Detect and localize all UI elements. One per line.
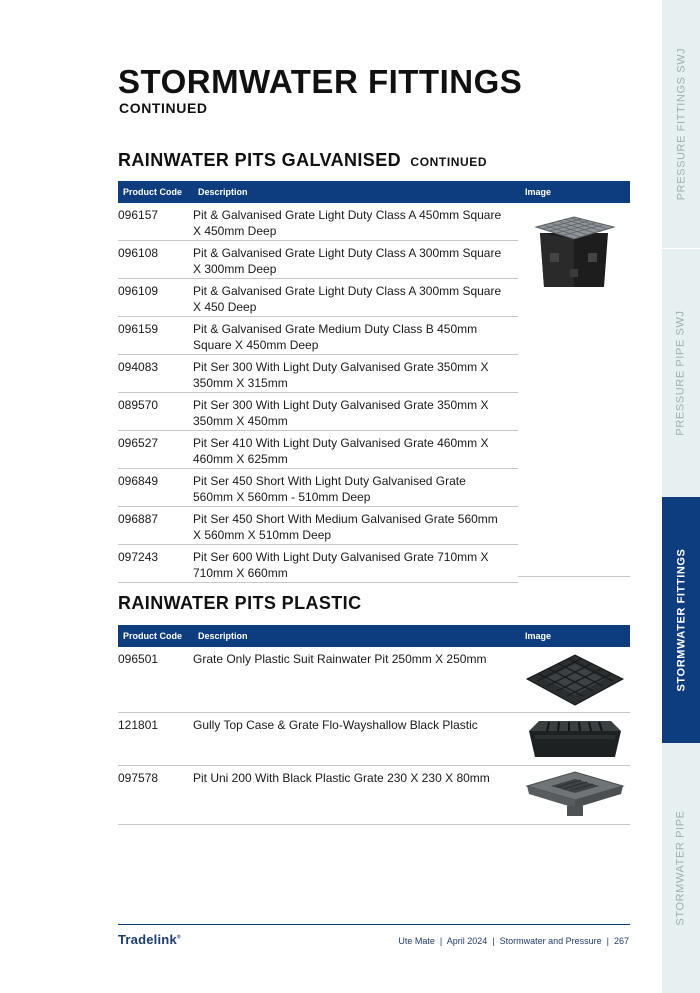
product-code: 096159 [118,322,159,336]
table-galvanised [118,181,630,583]
product-code: 096887 [118,512,159,526]
product-code: 096501 [118,652,159,666]
product-description: Pit Ser 450 Short With Light Duty Galvanised Grate 560mm X 560mm - 510mm Deep [193,474,466,504]
product-code: 094083 [118,360,159,374]
table-row [118,469,518,507]
logo-text: Tradelink [118,932,177,947]
gully-top-image [523,717,627,761]
product-code: 096849 [118,474,159,488]
side-tab-stormwater-fittings[interactable] [662,497,700,743]
product-code: 096527 [118,436,159,450]
section-title-text: RAINWATER PITS GALVANISED [118,150,402,170]
section-title-plastic [118,593,361,614]
table-row [118,317,518,355]
product-description: Pit Ser 300 With Light Duty Galvanised Grate 350mm X 350mm X 315mm [193,360,489,390]
product-description: Pit Ser 600 With Light Duty Galvanised Grate 710mm X 710mm X 660mm [193,550,489,580]
side-tab-label: STORMWATER PIPE [675,810,688,926]
column-header-description: Description [198,187,248,197]
side-tab-label: PRESSURE PIPE SWJ [675,310,687,436]
column-header-description: Description [198,631,248,641]
pit-uni-image [523,770,627,818]
page-title: STORMWATER FITTINGS [118,63,523,100]
table-row [118,766,630,825]
product-code: 096108 [118,246,159,260]
tradelink-logo: Tradelink® [118,932,181,947]
product-code: 097243 [118,550,159,564]
product-description: Pit & Galvanised Grate Light Duty Class A 450mm Square X 450mm Deep [193,208,502,238]
table-row [118,279,518,317]
side-tab-pressure-pipe-swj[interactable] [662,249,700,497]
product-description: Gully Top Case & Grate Flo-Wayshallow Black Plastic [193,718,478,732]
side-tab-bar [662,0,700,993]
column-header-product-code: Product Code [123,187,183,197]
column-header-image: Image [525,631,552,641]
side-tab-stormwater-pipe[interactable] [662,743,700,993]
table-header [118,625,630,647]
product-description: Pit & Galvanised Grate Light Duty Class A 300mm Square X 450 Deep [193,284,502,314]
product-code: 121801 [118,718,159,732]
table-header [118,181,630,203]
galvanised-pit-image [526,213,622,289]
product-description: Pit Ser 300 With Light Duty Galvanised Grate 350mm X 350mm X 450mm [193,398,489,428]
product-description: Pit Ser 450 Short With Medium Galvanised Grate 560mm X 560mm X 510mm Deep [193,512,498,542]
table-row [118,203,518,241]
table-row [118,507,518,545]
page-subtitle: CONTINUED [119,100,208,116]
side-tab-pressure-fittings-swj[interactable] [662,0,700,248]
table-row [118,545,518,583]
product-description: Pit Ser 410 With Light Duty Galvanised Grate 460mm X 460mm X 625mm [193,436,489,466]
column-header-product-code: Product Code [123,631,183,641]
table-plastic [118,625,630,825]
footer-text: Ute Mate | April 2024 | Stormwater and Pressure | 267 [398,936,629,946]
table-row [118,355,518,393]
table-row [118,431,518,469]
product-description: Pit & Galvanised Grate Medium Duty Class B 450mm Square X 450mm Deep [193,322,478,352]
product-description: Pit & Galvanised Grate Light Duty Class A 300mm Square X 300mm Deep [193,246,502,276]
section-title-suffix: CONTINUED [410,155,488,169]
table-row [118,713,630,766]
table-row [118,241,518,279]
footer-divider [118,924,630,925]
product-code: 089570 [118,398,159,412]
product-description: Grate Only Plastic Suit Rainwater Pit 250mm X 250mm [193,652,487,666]
section-title-galvanised [118,150,487,171]
side-tab-label: PRESSURE FITTINGS SWJ [675,47,687,201]
product-code: 097578 [118,771,159,785]
product-code: 096157 [118,208,159,222]
product-description: Pit Uni 200 With Black Plastic Grate 230 X 230 X 80mm [193,771,490,785]
table-row [118,647,630,713]
side-tab-label: STORMWATER FITTINGS [675,548,687,692]
column-header-image: Image [525,187,552,197]
plastic-grate-image [523,651,627,709]
product-code: 096109 [118,284,159,298]
table-row [118,393,518,431]
section-title-text: RAINWATER PITS PLASTIC [118,593,362,613]
